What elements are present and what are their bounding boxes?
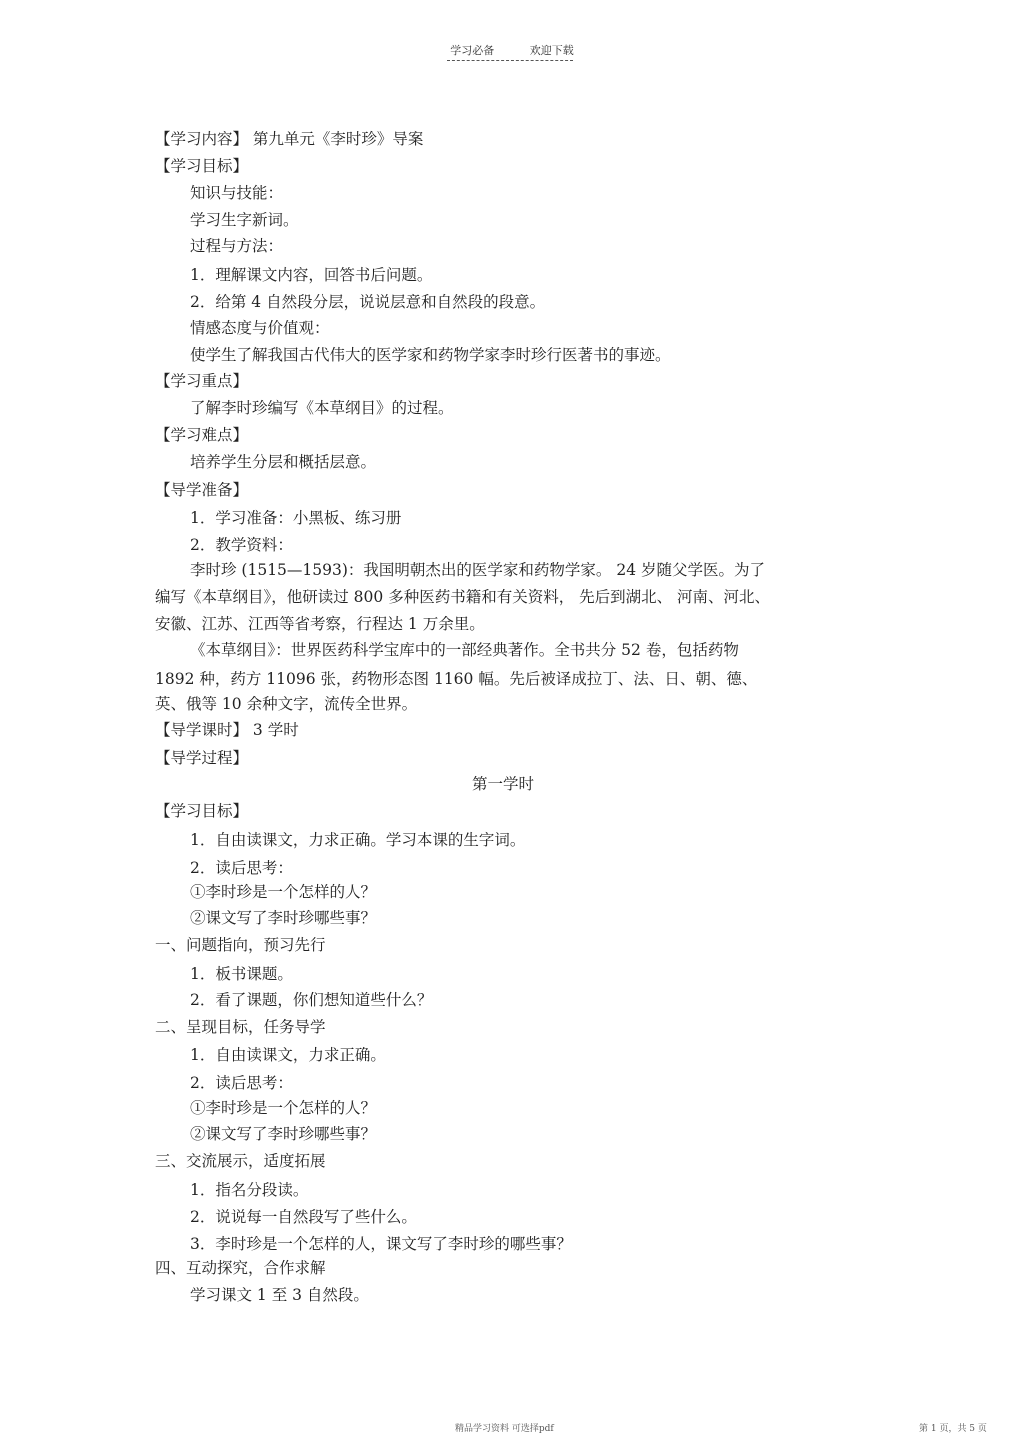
text-line: 1．自由读课文，力求正确。学习本课的生字词。: [190, 831, 526, 849]
text-line: 【导学课时】 3 学时: [155, 721, 299, 739]
text-line: 二、呈现目标，任务导学: [155, 1018, 326, 1036]
text-line: 【学习内容】 第九单元《李时珍》导案: [155, 130, 424, 148]
text-line: 1．自由读课文，力求正确。: [190, 1046, 386, 1064]
text-line: ②课文写了李时珍哪些事？: [190, 1125, 377, 1143]
text-line: ②课文写了李时珍哪些事？: [190, 909, 377, 927]
text-line: 《本草纲目》：世界医药科学宝库中的一部经典著作。全书共分 52 卷，包括药物: [190, 641, 739, 659]
text-line: 过程与方法：: [190, 237, 284, 255]
text-line: 知识与技能：: [190, 184, 284, 202]
text-line: 培养学生分层和概括层意。: [190, 453, 377, 471]
text-line: 2．给第 4 自然段分层，说说层意和自然段的段意。: [190, 293, 546, 311]
header-divider: [447, 60, 573, 61]
text-line: 3．李时珍是一个怎样的人，课文写了李时珍的哪些事？: [190, 1235, 572, 1253]
text-line: ①李时珍是一个怎样的人？: [190, 1099, 377, 1117]
text-line: ①李时珍是一个怎样的人？: [190, 883, 377, 901]
text-line: 学习课文 1 至 3 自然段。: [190, 1286, 369, 1304]
text-line: 李时珍 (1515—1593)：我国明朝杰出的医学家和药物学家。 24 岁随父学医。为了: [190, 561, 765, 579]
text-line: 2．读后思考：: [190, 1074, 293, 1092]
text-line: 1．学习准备：小黑板、练习册: [190, 509, 402, 527]
text-line: 2．看了课题，你们想知道些什么？: [190, 991, 433, 1009]
header-right-text: 欢迎下载: [529, 44, 574, 57]
text-line: 一、问题指向，预习先行: [155, 936, 326, 954]
text-line: 2．教学资料：: [190, 536, 293, 554]
page-number: 第 1 页，共 5 页: [919, 1424, 987, 1434]
text-line: 【导学准备】: [155, 481, 249, 499]
text-line: 编写《本草纲目》，他研读过 800 多种医药书籍和有关资料， 先后到湖北、 河南、河北、: [155, 588, 771, 606]
header-left-text: 学习必备: [450, 44, 495, 57]
text-line: 四、互动探究，合作求解: [155, 1259, 326, 1277]
page-header: [0, 42, 1024, 58]
text-line: 1．板书课题。: [190, 965, 293, 983]
text-line: 安徽、江苏、江西等省考察，行程达 1 万余里。: [155, 615, 485, 633]
text-line: 1．指名分段读。: [190, 1181, 309, 1199]
text-line: 使学生了解我国古代伟大的医学家和药物学家李时珍行医著书的事迹。: [190, 346, 671, 364]
text-line: 【学习重点】: [155, 372, 249, 390]
text-line: 【学习目标】: [155, 157, 249, 175]
text-line: 第一学时: [471, 775, 534, 793]
text-line: 【学习目标】: [155, 802, 249, 820]
text-line: 【学习难点】: [155, 426, 249, 444]
text-line: 2．说说每一自然段写了些什么。: [190, 1208, 417, 1226]
text-line: 1．理解课文内容，回答书后问题。: [190, 266, 433, 284]
text-line: 英、俄等 10 余种文字，流传全世界。: [155, 695, 418, 713]
text-line: 2．读后思考：: [190, 859, 293, 877]
text-line: 了解李时珍编写《本草纲目》的过程。: [190, 399, 454, 417]
footer-left-text: 精品学习资料 可选择pdf: [455, 1424, 554, 1434]
text-line: 三、交流展示，适度拓展: [155, 1152, 326, 1170]
text-line: 情感态度与价值观：: [190, 319, 330, 337]
text-line: 【导学过程】: [155, 749, 249, 767]
text-line: 1892 种，药方 11096 张，药物形态图 1160 幅。先后被译成拉丁、法、日、朝、德、: [155, 670, 758, 688]
text-line: 学习生字新词。: [190, 211, 299, 229]
